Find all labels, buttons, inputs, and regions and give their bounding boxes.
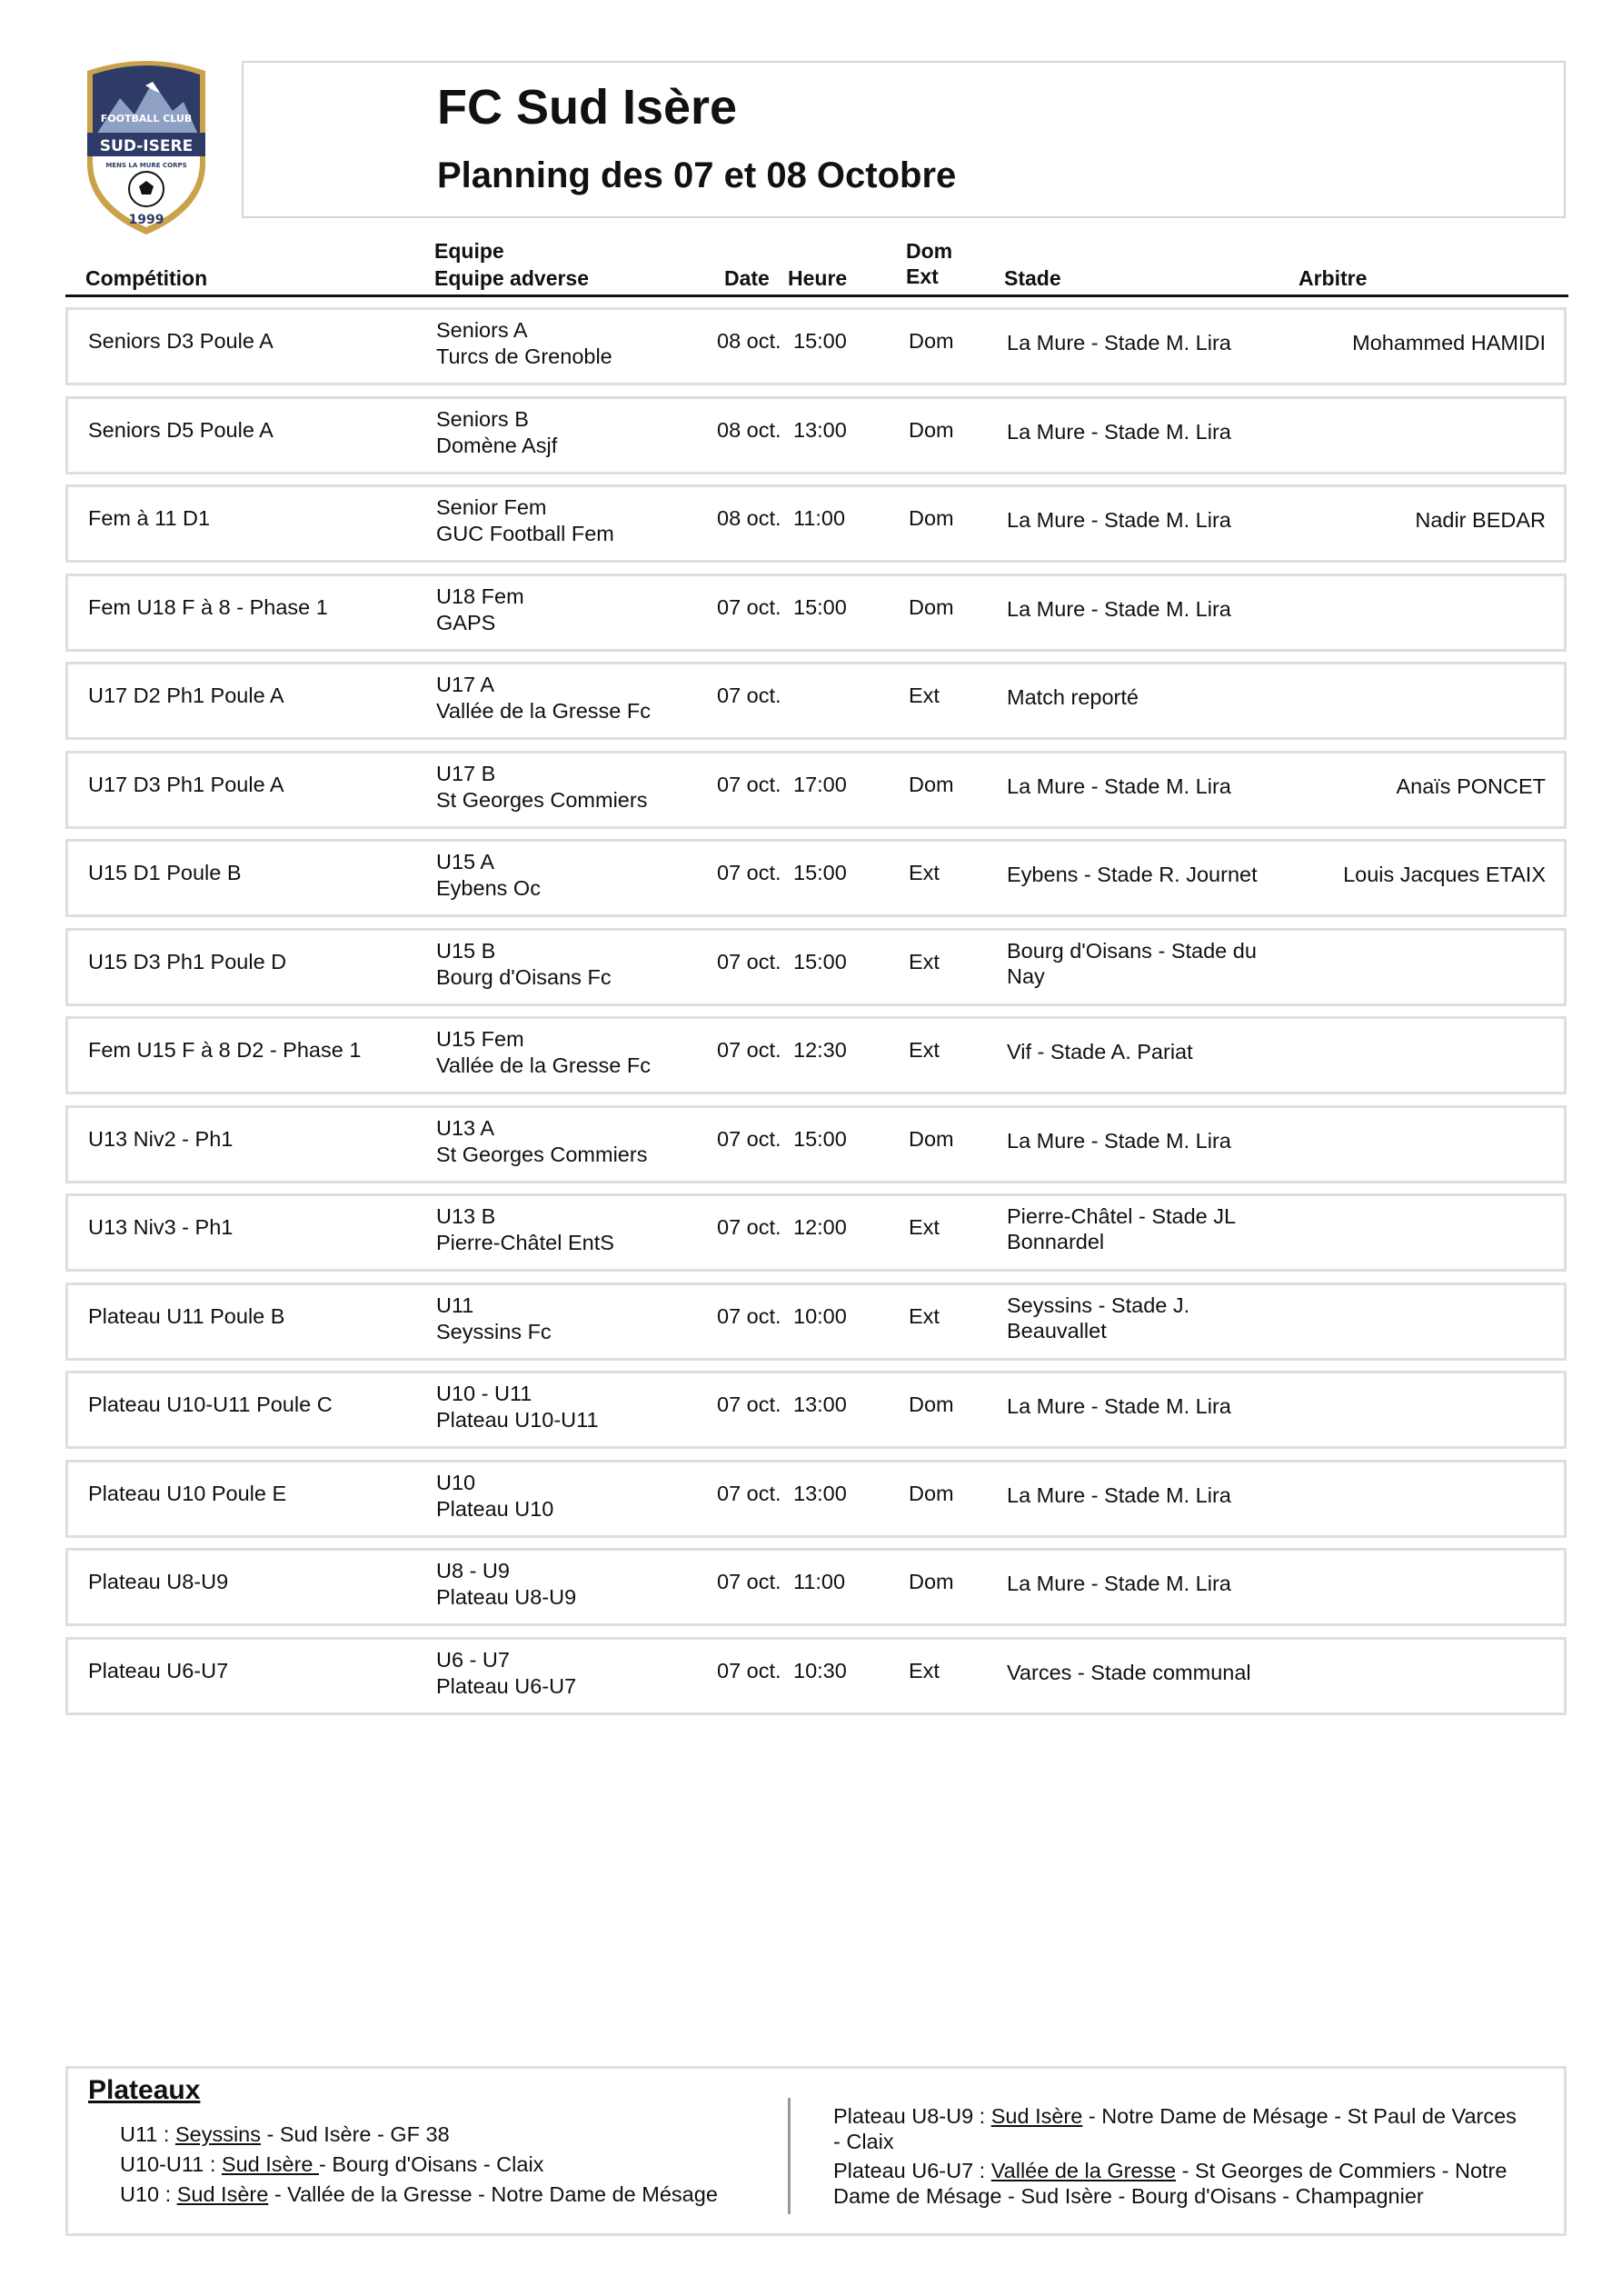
col-header-stade: Stade — [1004, 266, 1061, 290]
plateau-host: Sud Isère — [176, 2182, 269, 2206]
match-stade: Pierre-Châtel - Stade JL Bonnardel — [1007, 1204, 1236, 1253]
match-lieu: Ext — [909, 861, 940, 884]
match-stade: La Mure - Stade M. Lira — [1007, 508, 1231, 532]
match-row — [65, 1637, 1567, 1715]
match-row — [65, 396, 1567, 474]
plateau-line — [120, 2180, 718, 2210]
match-competition: U17 D2 Ph1 Poule A — [88, 684, 284, 707]
match-row — [65, 1193, 1567, 1272]
match-lieu: Ext — [909, 1215, 940, 1239]
match-date: 07 oct. — [717, 1570, 781, 1593]
match-list — [65, 307, 1567, 1725]
plateau-text: - Bourg d'Oisans - Claix — [319, 2152, 544, 2176]
match-row — [65, 307, 1567, 385]
match-equipe: U10 — [436, 1470, 476, 1494]
match-stade: Bourg d'Oisans - Stade du Nay — [1007, 938, 1257, 988]
match-row — [65, 1105, 1567, 1183]
match-equipe: Seniors B — [436, 406, 529, 431]
title-box — [242, 61, 1566, 218]
match-date: 07 oct. — [717, 1126, 781, 1151]
match-lieu: Dom — [909, 1570, 954, 1593]
match-date: 07 oct. — [717, 861, 781, 884]
plateau-host: Seyssins — [174, 2122, 261, 2146]
col-header-ext: Ext — [906, 265, 939, 288]
match-heure: 15:00 — [793, 861, 847, 884]
col-header-equipe-adverse: Equipe adverse — [434, 266, 590, 290]
match-competition: Plateau U10-U11 Poule C — [88, 1393, 333, 1416]
match-arbitre: Mohammed HAMIDI — [1352, 331, 1546, 354]
match-adverse: GAPS — [436, 610, 496, 634]
match-adverse: Vallée de la Gresse Fc — [436, 1053, 651, 1077]
match-adverse: Plateau U6-U7 — [436, 1673, 577, 1698]
match-arbitre: Nadir BEDAR — [1415, 508, 1546, 532]
match-row — [65, 1460, 1567, 1538]
match-heure: 10:00 — [793, 1303, 847, 1328]
match-date: 08 oct. — [717, 417, 781, 442]
col-header-arbitre: Arbitre — [1299, 266, 1368, 290]
logo-name: SUD-ISERE — [99, 137, 194, 155]
plateaux-title: Plateaux — [88, 2075, 201, 2105]
match-teams — [436, 1026, 651, 1079]
col-header-heure: Heure — [788, 266, 848, 290]
match-adverse: St Georges Commiers — [436, 787, 648, 812]
plateau-text: Plateau U8-U9 : — [833, 2104, 991, 2128]
match-competition: Fem U18 F à 8 - Phase 1 — [88, 594, 328, 619]
match-equipe: U18 Fem — [436, 584, 524, 608]
match-date: 07 oct. — [717, 1658, 781, 1682]
match-competition: Seniors D5 Poule A — [88, 417, 274, 442]
plateau-text: U11 : — [120, 2122, 175, 2146]
match-teams — [436, 584, 524, 636]
plateau-host: Vallée de la Gresse — [990, 2159, 1177, 2182]
match-heure: 13:00 — [793, 417, 847, 442]
match-adverse: Pierre-Châtel EntS — [436, 1231, 614, 1254]
match-adverse: Domène Asjf — [436, 433, 558, 457]
header-divider — [65, 294, 1568, 297]
match-date: 08 oct. — [717, 506, 781, 530]
match-heure: 13:00 — [793, 1393, 847, 1416]
plateau-line — [833, 2158, 1524, 2209]
match-heure: 12:30 — [793, 1038, 847, 1062]
match-adverse: Bourg d'Oisans Fc — [436, 964, 612, 989]
plateau-line — [120, 2150, 718, 2180]
match-stade: Eybens - Stade R. Journet — [1007, 863, 1258, 886]
match-competition: U15 D1 Poule B — [88, 861, 242, 884]
match-competition: U17 D3 Ph1 Poule A — [88, 772, 284, 796]
match-equipe: U10 - U11 — [436, 1382, 532, 1405]
match-teams — [436, 494, 614, 547]
match-heure: 10:30 — [793, 1658, 847, 1682]
logo-year: 1999 — [128, 213, 164, 227]
match-adverse: Turcs de Grenoble — [436, 344, 612, 368]
match-row — [65, 839, 1567, 917]
col-header-date: Date — [724, 266, 770, 290]
match-competition: U13 Niv3 - Ph1 — [88, 1215, 234, 1239]
match-lieu: Ext — [909, 1038, 940, 1062]
match-equipe: U13 B — [436, 1204, 496, 1228]
match-row — [65, 1283, 1567, 1361]
plateau-host: Sud Isère — [221, 2152, 320, 2176]
match-teams — [436, 849, 541, 902]
match-equipe: U15 B — [436, 938, 496, 963]
match-adverse: GUC Football Fem — [436, 522, 614, 545]
match-row — [65, 751, 1567, 829]
match-lieu: Ext — [909, 684, 940, 707]
match-competition: Fem U15 F à 8 D2 - Phase 1 — [88, 1038, 362, 1062]
match-stade: La Mure - Stade M. Lira — [1007, 1572, 1231, 1595]
col-header-equipe: Equipe — [434, 239, 504, 263]
match-heure: 12:00 — [793, 1215, 847, 1239]
match-arbitre: Anaïs PONCET — [1396, 774, 1546, 798]
match-stade: Varces - Stade communal — [1007, 1660, 1251, 1684]
match-row — [65, 928, 1567, 1006]
match-equipe: U11 — [436, 1293, 474, 1317]
club-logo — [78, 55, 214, 236]
match-lieu: Ext — [909, 1658, 940, 1682]
match-adverse: Eybens Oc — [436, 876, 541, 900]
match-teams — [436, 938, 612, 991]
match-lieu: Dom — [909, 506, 954, 530]
match-teams — [436, 317, 612, 370]
match-lieu: Dom — [909, 1393, 954, 1416]
plateau-text: - Sud Isère - GF 38 — [261, 2122, 450, 2146]
match-adverse: Plateau U10 — [436, 1496, 554, 1521]
match-date: 07 oct. — [717, 1303, 781, 1328]
page-subtitle: Planning des 07 et 08 Octobre — [437, 155, 957, 195]
match-stade: La Mure - Stade M. Lira — [1007, 596, 1231, 621]
plateau-text: - Notre Dame de Mésage - St Paul de Varces - Claix — [833, 2104, 1517, 2153]
match-competition: Plateau U11 Poule B — [88, 1303, 285, 1328]
match-row — [65, 574, 1567, 652]
match-equipe: Seniors A — [436, 318, 528, 342]
match-date: 07 oct. — [717, 1038, 781, 1062]
plateau-text: - Vallée de la Gresse - Notre Dame de Mésage — [268, 2182, 718, 2206]
match-competition: U15 D3 Ph1 Poule D — [88, 949, 287, 973]
match-teams — [436, 1558, 576, 1611]
match-stade: La Mure - Stade M. Lira — [1007, 1128, 1231, 1153]
match-stade: La Mure - Stade M. Lira — [1007, 1394, 1231, 1418]
match-equipe: U8 - U9 — [436, 1559, 510, 1582]
match-teams — [436, 1115, 647, 1168]
match-heure: 11:00 — [793, 506, 846, 530]
match-heure: 15:00 — [793, 594, 847, 619]
match-lieu: Dom — [909, 329, 954, 353]
col-header-dom: Dom — [906, 239, 953, 263]
match-adverse: Plateau U8-U9 — [436, 1585, 577, 1609]
plateaux-left-list — [120, 2120, 718, 2210]
match-stade: La Mure - Stade M. Lira — [1007, 331, 1231, 354]
page-title: FC Sud Isère — [437, 80, 738, 135]
match-row — [65, 662, 1567, 740]
match-date: 07 oct. — [717, 1481, 781, 1505]
match-date: 07 oct. — [717, 1215, 781, 1239]
match-teams — [436, 1203, 614, 1256]
plateau-line — [120, 2120, 718, 2150]
match-adverse: Seyssins Fc — [436, 1319, 552, 1343]
match-equipe: U17 A — [436, 673, 495, 696]
match-lieu: Dom — [909, 772, 954, 796]
match-equipe: U15 A — [436, 850, 495, 873]
match-arbitre: Louis Jacques ETAIX — [1343, 863, 1546, 886]
match-teams — [436, 1381, 599, 1433]
match-date: 08 oct. — [717, 329, 781, 353]
match-lieu: Dom — [909, 594, 954, 619]
match-heure: 13:00 — [793, 1481, 847, 1505]
match-equipe: U6 - U7 — [436, 1647, 510, 1672]
match-equipe: U13 A — [436, 1115, 495, 1140]
match-heure: 15:00 — [793, 1126, 847, 1151]
match-row — [65, 484, 1567, 563]
col-header-competition: Compétition — [85, 266, 208, 290]
match-lieu: Ext — [909, 949, 940, 973]
match-lieu: Dom — [909, 1126, 954, 1151]
match-adverse: St Georges Commiers — [436, 1142, 648, 1166]
match-heure: 15:00 — [793, 949, 847, 973]
match-competition: U13 Niv2 - Ph1 — [88, 1126, 234, 1151]
match-competition: Plateau U10 Poule E — [88, 1481, 287, 1505]
match-lieu: Dom — [909, 1481, 954, 1505]
match-date: 07 oct. — [717, 1393, 781, 1416]
match-date: 07 oct. — [717, 594, 781, 619]
match-equipe: U15 Fem — [436, 1027, 524, 1051]
match-competition: Plateau U8-U9 — [88, 1570, 229, 1593]
match-lieu: Ext — [909, 1303, 940, 1328]
match-teams — [436, 406, 557, 459]
plateau-text: U10-U11 : — [120, 2152, 222, 2176]
match-teams — [436, 1647, 576, 1700]
match-row — [65, 1371, 1567, 1449]
match-date: 07 oct. — [717, 772, 781, 796]
match-date: 07 oct. — [717, 684, 781, 707]
match-heure: 15:00 — [793, 329, 847, 353]
match-stade: La Mure - Stade M. Lira — [1007, 1482, 1231, 1507]
match-teams — [436, 1293, 552, 1345]
match-competition: Fem à 11 D1 — [88, 506, 211, 530]
match-competition: Seniors D3 Poule A — [88, 329, 274, 353]
match-competition: Plateau U6-U7 — [88, 1658, 229, 1682]
match-adverse: Plateau U10-U11 — [436, 1408, 599, 1432]
match-teams — [436, 761, 647, 814]
match-lieu: Dom — [909, 417, 954, 442]
match-date: 07 oct. — [717, 949, 781, 973]
logo-club-label: FOOTBALL CLUB — [100, 113, 193, 125]
match-stade: Vif - Stade A. Pariat — [1007, 1040, 1193, 1063]
match-stade: Match reporté — [1007, 685, 1139, 709]
match-stade: La Mure - Stade M. Lira — [1007, 774, 1231, 798]
match-heure: 17:00 — [793, 772, 847, 796]
match-equipe: Senior Fem — [436, 495, 547, 519]
match-row — [65, 1016, 1567, 1094]
match-heure: 11:00 — [793, 1570, 846, 1593]
plateaux-divider — [788, 2098, 791, 2214]
logo-towns: MENS LA MURE CORPS — [105, 162, 187, 169]
match-adverse: Vallée de la Gresse Fc — [436, 699, 651, 723]
plateau-text: - St Georges de Commiers - Notre Dame de Mésage - Sud Isère - Bourg d'Oisans - Champagnier — [833, 2159, 1508, 2208]
match-stade: Seyssins - Stade J. Beauvallet — [1007, 1293, 1190, 1343]
match-stade: La Mure - Stade M. Lira — [1007, 419, 1231, 444]
match-teams — [436, 1470, 553, 1522]
plateau-host: Sud Isère — [990, 2104, 1083, 2128]
match-row — [65, 1548, 1567, 1626]
plateaux-right-list — [833, 2103, 1524, 2212]
match-equipe: U17 B — [436, 761, 496, 785]
match-teams — [436, 672, 651, 724]
plateau-text: U10 : — [120, 2182, 177, 2206]
plateau-text: Plateau U6-U7 : — [833, 2159, 991, 2182]
plateau-line — [833, 2103, 1524, 2154]
plateaux-box — [65, 2066, 1567, 2236]
